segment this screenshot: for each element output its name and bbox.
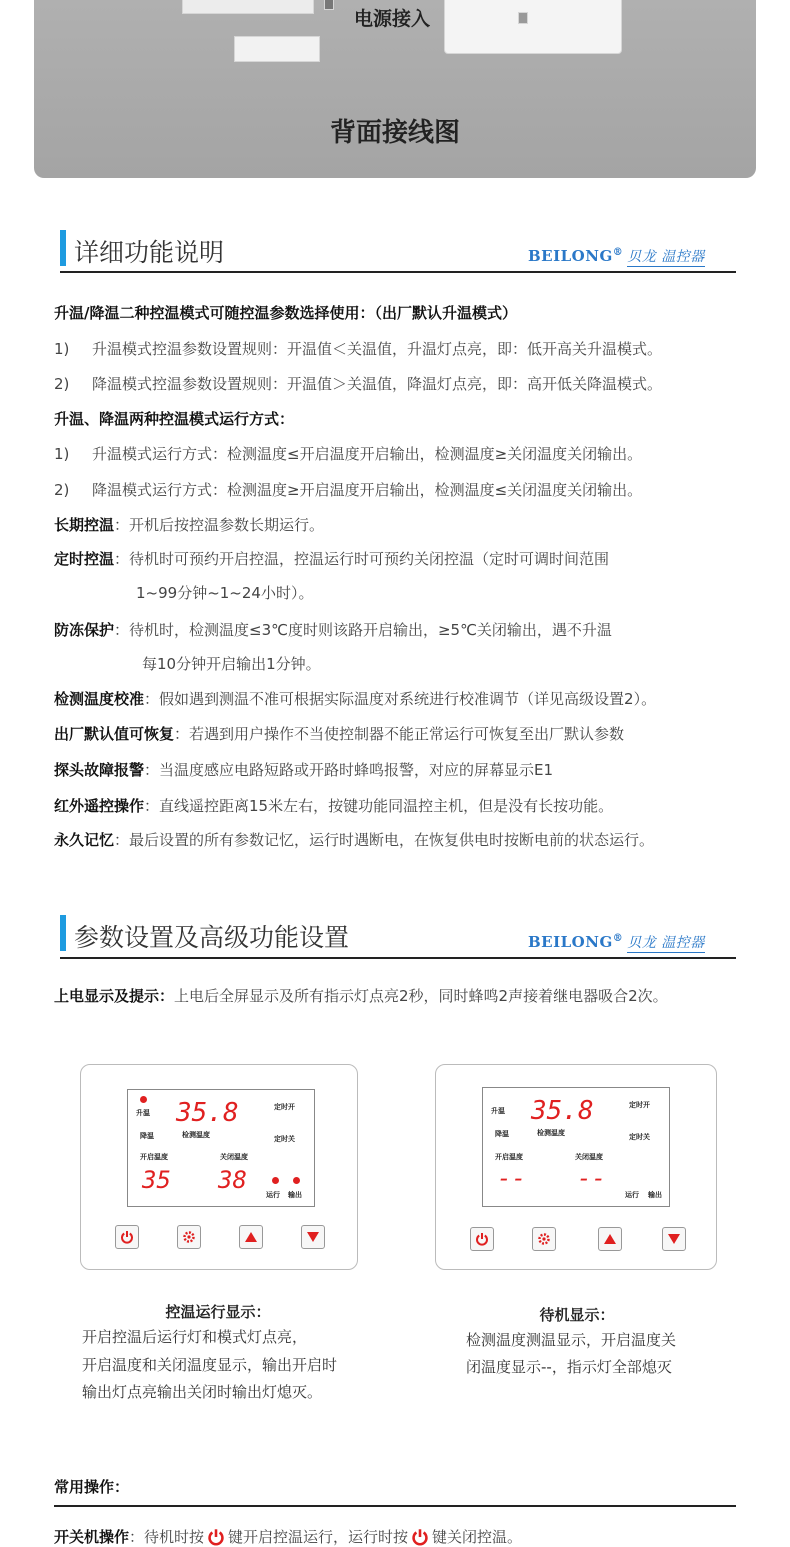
settings-button[interactable] [177, 1225, 201, 1249]
run-indicator-led [272, 1177, 279, 1184]
feature-item: 长期控温：开机后按控温参数长期运行。 [54, 516, 325, 534]
cool-label: 降温 [140, 1132, 154, 1140]
running-caption-line: 开启控温后运行灯和模式灯点亮， [82, 1328, 308, 1346]
section-title: 详细功能说明 [74, 238, 225, 267]
close-temp-label: 关闭温度 [575, 1153, 603, 1161]
open-temp-value: 35 [142, 1166, 171, 1194]
rule-item: 2) 降温模式控温参数设置规则：开温值＞关温值，降温灯点亮，即：高开低关降温模式。 [54, 375, 663, 393]
wiring-caption: 背面接线图 [329, 118, 460, 148]
power-icon [207, 1528, 225, 1546]
cool-label: 降温 [495, 1130, 509, 1138]
display-screen [482, 1087, 670, 1207]
down-button[interactable] [301, 1225, 325, 1249]
back-cover-plate [444, 0, 622, 54]
mode-intro: 升温/降温二种控温模式可随控温参数选择使用：（出厂默认升温模式） [54, 304, 517, 322]
measured-temp-value: 35.8 [531, 1096, 594, 1126]
standby-caption-line: 检测温度测温显示，开启温度关 [466, 1331, 677, 1349]
down-button[interactable] [662, 1227, 686, 1251]
screw [324, 0, 334, 10]
wiring-photo [34, 0, 756, 178]
section-accent-bar [60, 915, 66, 951]
run-label: 运行 [625, 1191, 639, 1199]
standby-caption-title: 待机显示： [539, 1306, 615, 1324]
power-button[interactable] [115, 1225, 139, 1249]
section-title: 参数设置及高级功能设置 [74, 923, 350, 952]
output-indicator-led [293, 1177, 300, 1184]
running-caption-line: 开启温度和关闭温度显示，输出开启时 [82, 1356, 338, 1374]
heat-label: 升温 [491, 1107, 505, 1115]
rule-item: 1) 升温模式控温参数设置规则：开温值＜关温值，升温灯点亮，即：低开高关升温模式。 [54, 340, 663, 358]
open-temp-label: 开启温度 [495, 1153, 523, 1161]
standby-caption-line: 闭温度显示--，指示灯全部熄灭 [466, 1358, 672, 1376]
up-arrow-icon [244, 1230, 258, 1244]
controller-panel-standby [435, 1064, 717, 1270]
feature-item: 定时控温：待机时可预约开启控温，控温运行时可预约关闭控温（定时可调时间范围 [54, 550, 610, 568]
run-label: 运行 [266, 1191, 280, 1199]
running-caption-line: 输出灯点亮输出关闭时输出灯熄灭。 [82, 1383, 323, 1401]
close-temp-label: 关闭温度 [220, 1153, 248, 1161]
power-icon [411, 1528, 429, 1546]
close-temp-value: -- [577, 1164, 606, 1192]
heat-indicator-led [140, 1096, 147, 1103]
run-item: 1) 升温模式运行方式：检测温度≤开启温度开启输出，检测温度≥关闭温度关闭输出。 [54, 445, 643, 463]
settings-button[interactable] [532, 1227, 556, 1251]
power-operation-line: 开关机操作 ：待机时按 键开启控温运行，运行时按 键关闭控温。 [54, 1528, 523, 1546]
feature-item: 红外遥控操作：直线遥控距离15米左右，按键功能同温控主机，但是没有长按功能。 [54, 797, 614, 815]
power-on-note: 上电显示及提示：上电后全屏显示及所有指示灯点亮2秒，同时蜂鸣2声接着继电器吸合2次。 [54, 987, 668, 1005]
run-item: 2) 降温模式运行方式：检测温度≥开启温度开启输出，检测温度≤关闭温度关闭输出。 [54, 481, 643, 499]
display-screen [127, 1089, 315, 1207]
gear-icon [182, 1230, 196, 1244]
brand-logo: BEILONG® 贝龙 温控器 [528, 933, 705, 951]
screw [518, 12, 528, 24]
power-icon [475, 1232, 489, 1246]
feature-item: 出厂默认值可恢复：若遇到用户操作不当使控制器不能正常运行可恢复至出厂默认参数 [54, 725, 625, 743]
gear-icon [537, 1232, 551, 1246]
running-caption-title: 控温运行显示： [165, 1303, 271, 1321]
brand-logo: BEILONG® 贝龙 温控器 [528, 247, 705, 265]
timer-off-label: 定时关 [629, 1133, 650, 1141]
section-rule [60, 957, 736, 959]
open-temp-label: 开启温度 [140, 1153, 168, 1161]
section-rule [60, 271, 736, 273]
up-button[interactable] [598, 1227, 622, 1251]
feature-item: 永久记忆：最后设置的所有参数记忆，运行时遇断电，在恢复供电时按断电前的状态运行。 [54, 831, 655, 849]
terminal-block [182, 0, 314, 14]
section-accent-bar [60, 230, 66, 266]
up-arrow-icon [603, 1232, 617, 1246]
output-label: 输出 [288, 1191, 302, 1199]
common-ops-heading: 常用操作： [54, 1478, 130, 1496]
down-arrow-icon [306, 1230, 320, 1244]
timer-on-label: 定时开 [629, 1101, 650, 1109]
feature-item: 探头故障报警：当温度感应电路短路或开路时蜂鸣报警，对应的屏幕显示E1 [54, 761, 554, 779]
heat-label: 升温 [136, 1109, 150, 1117]
up-button[interactable] [239, 1225, 263, 1249]
controller-panel-running [80, 1064, 358, 1270]
measured-temp-value: 35.8 [176, 1098, 239, 1128]
measured-temp-label: 检测温度 [182, 1131, 210, 1139]
power-input-label: 电源接入 [354, 8, 431, 30]
run-heading: 升温、降温两种控温模式运行方式： [54, 410, 295, 428]
output-label: 输出 [648, 1191, 662, 1199]
feature-item: 防冻保护：待机时，检测温度≤3℃度时则该路开启输出，≥5℃关闭输出，遇不升温 [54, 621, 612, 639]
timer-on-label: 定时开 [274, 1103, 295, 1111]
down-arrow-icon [667, 1232, 681, 1246]
power-button[interactable] [470, 1227, 494, 1251]
feature-item-cont: 每10分钟开启输出1分钟。 [142, 655, 321, 673]
terminal-cover [234, 36, 320, 62]
power-icon [120, 1230, 134, 1244]
measured-temp-label: 检测温度 [537, 1129, 565, 1137]
feature-item-cont: 1~99分钟~1~24小时）。 [136, 584, 314, 602]
section-rule [54, 1505, 736, 1507]
feature-item: 检测温度校准：假如遇到测温不准可根据实际温度对系统进行校准调节（详见高级设置2）。 [54, 690, 657, 708]
timer-off-label: 定时关 [274, 1135, 295, 1143]
close-temp-value: 38 [218, 1166, 247, 1194]
open-temp-value: -- [497, 1164, 526, 1192]
